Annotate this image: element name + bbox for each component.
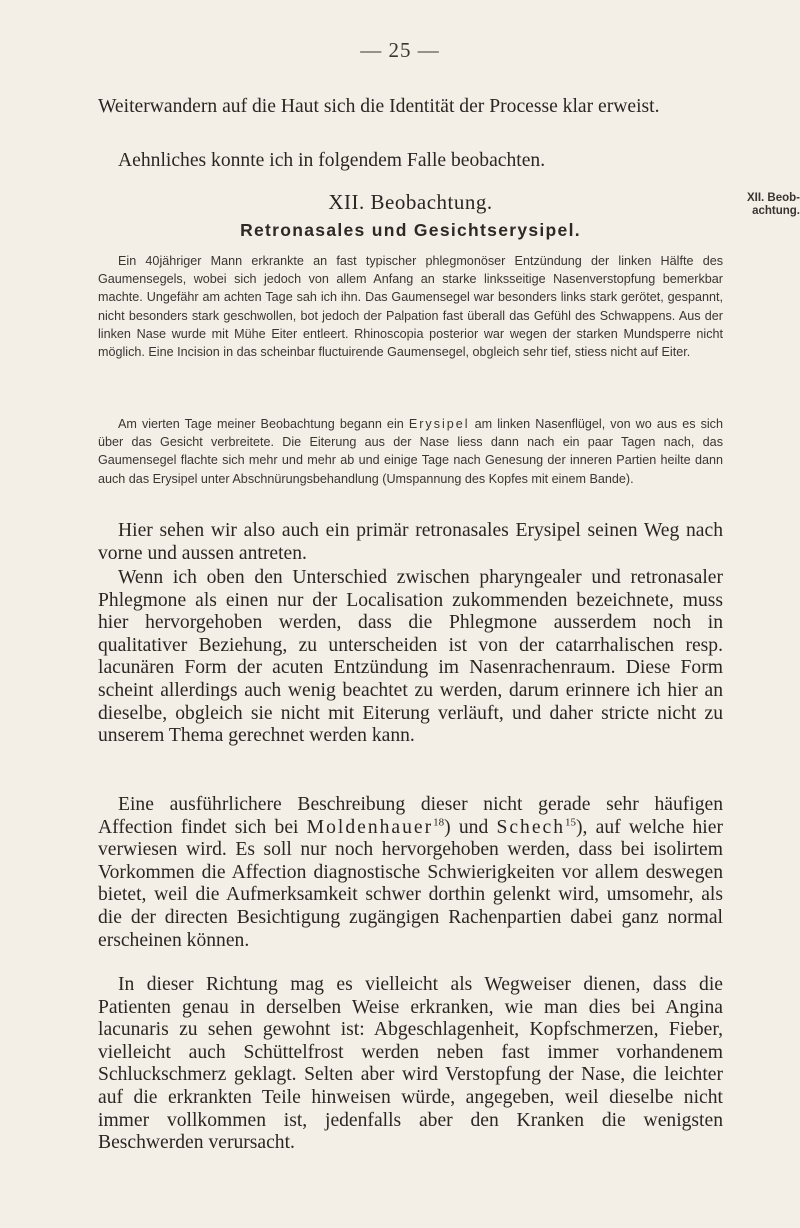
- observation-heading: XII. Beobachtung.: [328, 190, 493, 214]
- erysipel-term: Erysipel: [408, 417, 470, 431]
- observation-subheading: Retronasales und Gesichtserysipel.: [240, 220, 581, 240]
- p3-start: Eine ausführlichere Beschreibung dieser nicht gerade sehr häufigen Affection findet sich bei: [98, 794, 723, 838]
- p3-mid: ) und: [444, 816, 497, 838]
- reference-15: 15: [565, 816, 577, 829]
- case-report-paragraph-1: Ein 40jähriger Mann erkrankte an fast typischer phlegmonöser Entzündung der linken Hälfte des Gaumensegels, wobei sich jedoch von allem Anfang an starke linksseitige Nasenverstopfung bemerkbar machte. Ungefähr am achten Tage sah ich ihn. Das Gaumensegel war besonders links stark gerötet, gespannt, nicht besonders stark geschwollen, bot jedoch der Palpation fast überall das Gefühl des Schwappens. Aus der linken Nase wurde mit Mühe Eiter entleert. Rhinoscopia posterior war wegen der starken Mundsperre nicht möglich. Eine Incision in das scheinbar fluctuirende Gaumensegel, obgleich sehr tief, stiess nicht auf Eiter.: [98, 254, 723, 360]
- discussion-paragraph-2: Wenn ich oben den Unterschied zwischen pharyngealer und retronasaler Phlegmone als einen nur der Localisation zukommenden bezeichnete, muss hier hervorgehoben werden, dass die Phlegmone ausserdem noch in qualitativer Beziehung, zu unterscheiden ist von der catarrhalischen resp. lacunären Form der acuten Entzündung im Nasenrachenraum. Diese Form scheint allerdings auch wenig beachtet zu werden, darum erinnere ich hier an dieselbe, obgleich sie nicht mit Eiterung verläuft, und daher stricte nicht zu unserem Thema gerechnet werden kann.: [98, 567, 723, 747]
- p3-end: ), auf welche hier verwiesen wird. Es soll nur noch hervorgehoben werden, dass bei isolirtem Vorkommen die Affection diagnostische Schwierigkeiten vor allem deswegen bietet, weil die Aufmerksamkeit schwer dorthin gelenkt wird, umsomehr, als die der directen Besichtigung zugängigen Rachenpartien dabei ganz normal erscheinen können.: [98, 816, 723, 951]
- reference-18: 18: [433, 816, 445, 829]
- intro-continuation: Weiterwandern auf die Haut sich die Identität der Processe klar erweist.: [98, 96, 660, 117]
- discussion-paragraph-1: Hier sehen wir also auch ein primär retronasales Erysipel seinen Weg nach vorne und aussen antreten.: [98, 520, 723, 564]
- author-moldenhauer: Moldenhauer: [306, 816, 434, 838]
- author-schech: Schech: [496, 816, 566, 838]
- margin-note: XII. Beob-achtung.: [746, 192, 800, 217]
- discussion-paragraph-4: In dieser Richtung mag es vielleicht als Wegweiser dienen, dass die Patienten genau in derselben Weise erkranken, wie man dies bei Angina lacunaris zu sehen gewohnt ist: Abgeschlagenheit, Kopfschmerzen, Fieber, vielleicht auch Schüttelfrost werden neben fast immer vorhandenem Schluckschmerz geklagt. Selten aber wird Verstopfung der Nase, die leichter auf die erkrankten Teile hinweisen würde, angegeben, weil dieselbe nicht immer vollkommen ist, jedenfalls aber den Kranken die wenigsten Beschwerden verursacht.: [98, 974, 723, 1154]
- case-report-p2-start: Am vierten Tage meiner Beobachtung begann ein: [118, 417, 409, 431]
- page-number: — 25 —: [360, 38, 440, 62]
- case-report-p2-end: am linken Nasenflügel, von wo aus es sich über das Gesicht verbreitete. Die Eiterung aus der Nase liess dann nach ein paar Tagen nach, das Gaumensegel flachte sich mehr und mehr ab und einige Tage nach Genesung der inneren Partien heilte dann auch das Erysipel unter Abschnürungsbehandlung (Umspannung des Kopfes mit einem Bande).: [98, 417, 723, 486]
- discussion-paragraph-3: [98, 794, 723, 952]
- intro-similar-case: Aehnliches konnte ich in folgendem Falle beobachten.: [118, 150, 546, 171]
- case-report-paragraph-2: [98, 415, 723, 488]
